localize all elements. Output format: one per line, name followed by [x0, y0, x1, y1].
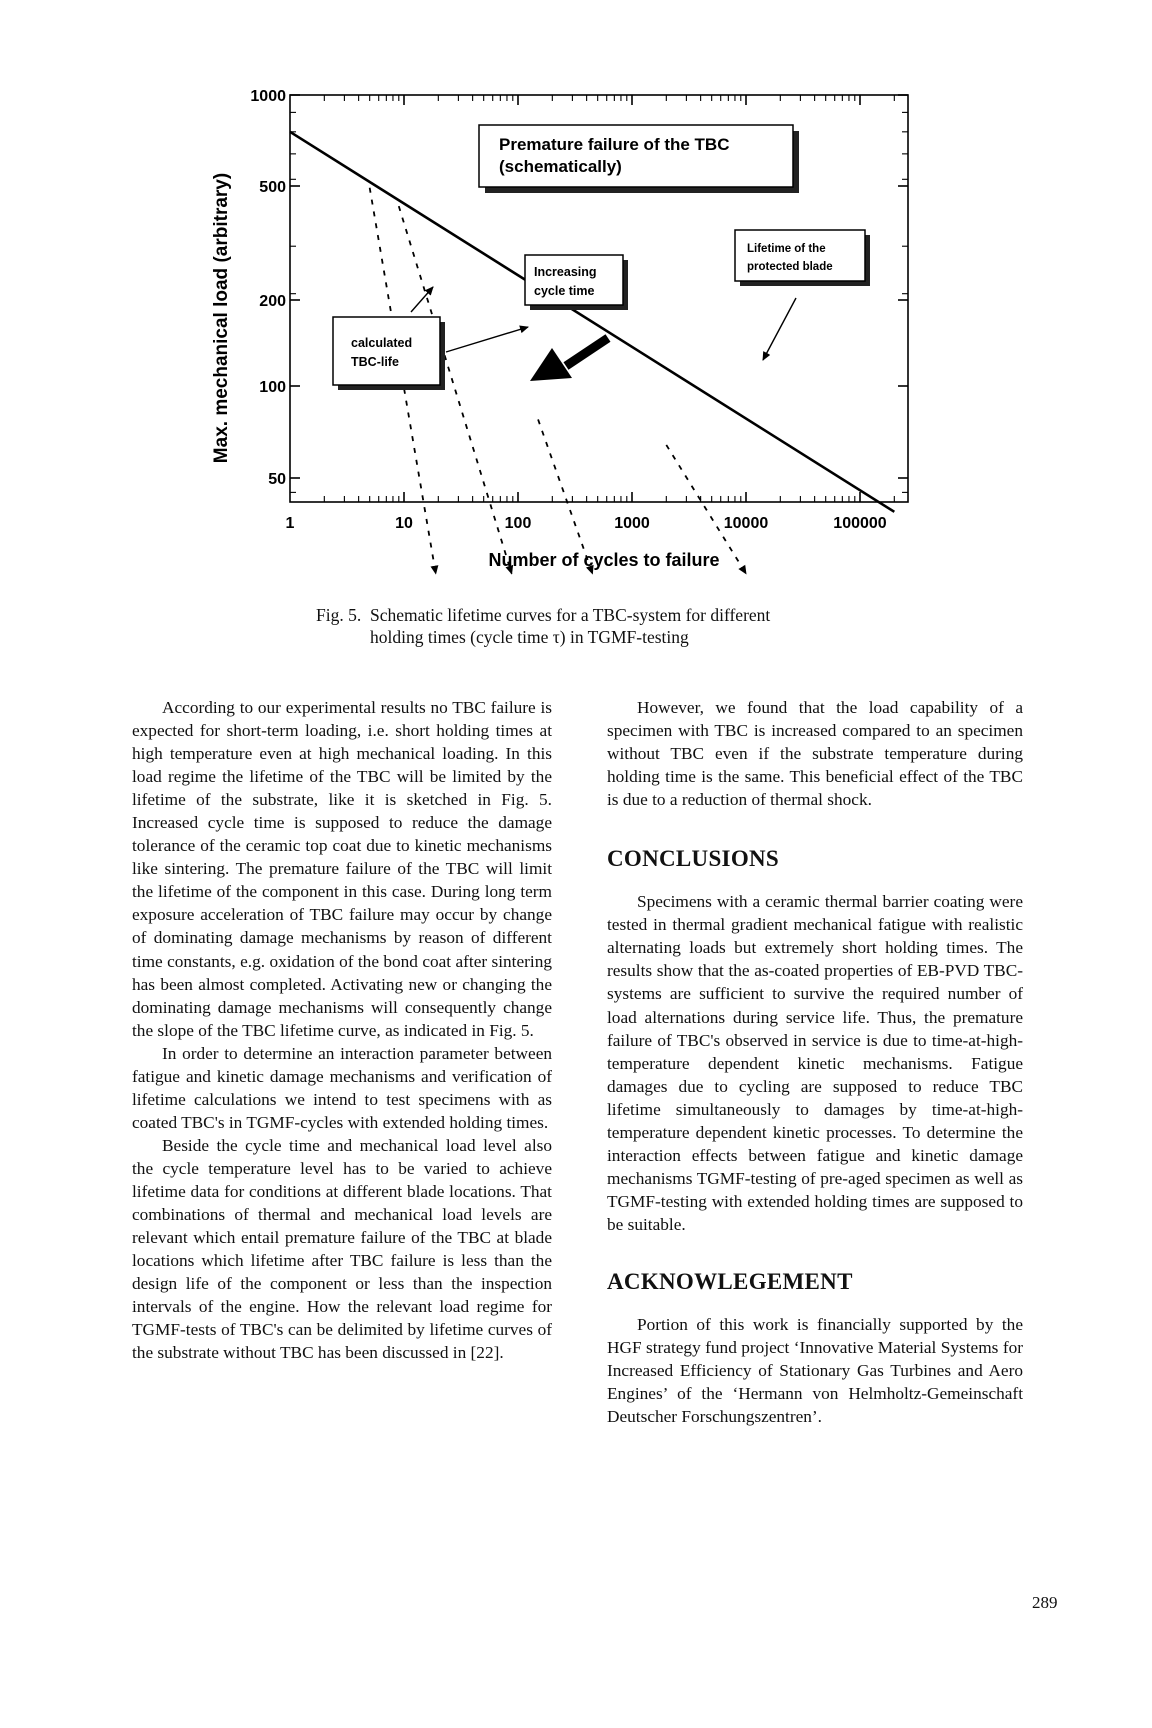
- svg-text:protected blade: protected blade: [747, 261, 833, 273]
- y-tick-label-200: 200: [259, 293, 286, 310]
- caption-line-2: holding times (cycle time τ) in TGMF-testing: [370, 627, 689, 647]
- conclusions-heading: CONCLUSIONS: [607, 846, 780, 872]
- svg-text:cycle time: cycle time: [534, 284, 595, 298]
- conclusions-paragraph: Specimens with a ceramic thermal barrier coating were tested in thermal gradient mechanical fatigue with realistic alternating loads but extremely short holding times. The results show that the as-coated properties of EB-PVD TBC-systems are sufficient to survive the required number of load alternations during service life. Thus, the premature failure of TBC's observed in service is due to time-at-high-temperature dependent kinetic mechanisms. Fatigue damages due to cycling are supposed to reduce TBC lifetime simultaneously to damages by time-at-high-temperature dependent kinetic processes. To determine the interaction effects between fatigue and kinetic damage mechanisms TGMF-testing of pre-aged specimen as well as TGMF-testing with extended holding times are supposed to be suitable.: [607, 892, 1023, 1234]
- y-tick-label-100: 100: [259, 379, 286, 396]
- annotation-lifetime-protected-blade: [735, 230, 870, 286]
- big-arrow-increasing: [530, 338, 608, 381]
- annotation-increasing-cycle-time: [525, 255, 628, 310]
- y-tick-label-1000: 1000: [250, 88, 286, 105]
- acknowledgement-heading: ACKNOWLEGEMENT: [607, 1268, 853, 1294]
- y-axis-label: Max. mechanical load (arbitrary): [211, 172, 232, 464]
- x-tick-label-10000: 10000: [723, 515, 769, 532]
- x-axis-label: Number of cycles to failure: [488, 550, 720, 570]
- caption-line-1: Schematic lifetime curves for a TBC-system for different: [370, 605, 771, 625]
- left-paragraph-1: According to our experimental results no TBC failure is expected for short-term loading, i.e. short holding times at high temperature even at high mechanical loading. In this load regime the lifetime of the TBC will be limited by the lifetime of the substrate, like it is sketched in Fig. 5. Increased cycle time is supposed to reduce the damage tolerance of the ceramic top coat due to kinetic mechanisms like sintering. The premature failure of the TBC will limit the lifetime of the component in this case. During long term exposure acceleration of TBC failure may occur by change of dominating damage mechanisms by reason of different time constants, e.g. oxidation of the bond coat after sintering has been almost completed. Activating new or changing the dominating damage mechanisms will consequently change the slope of the TBC lifetime curve, as indicated in Fig. 5.: [132, 698, 552, 1040]
- acknowledgement-paragraph: Portion of this work is financially supported by the HGF strategy fund project ‘Innovative Material Systems for Increased Efficiency of Stationary Gas Turbines and Aero Engines’ of the ‘Hermann von Helmholtz-Gemeinschaft Deutscher Forschungszentren’.: [607, 1315, 1023, 1427]
- x-tick-label-1: 1: [285, 515, 295, 532]
- pointer-calculated-2: [446, 327, 528, 352]
- left-paragraph-3: Beside the cycle time and mechanical load level also the cycle temperature level has to be varied to achieve lifetime data for conditions at different blade locations. That combinations of thermal and mechanical load levels are relevant which entail premature failure of the TBC at blade locations which lifetime after TBC failure is less than the design life of the component or less than the inspection intervals of the engine. How the relevant load regime for TGMF-tests of TBC's can be delimited by lifetime curves of the substrate without TBC has been discussed in [22].: [132, 1135, 552, 1363]
- x-tick-label-100000: 100000: [833, 515, 887, 532]
- y-tick-label-50: 50: [268, 471, 286, 488]
- figure-caption: [316, 604, 936, 648]
- right-column: [607, 696, 1023, 1428]
- x-tick-label-1000: 1000: [614, 515, 650, 532]
- page-number: 289: [1032, 1593, 1058, 1612]
- left-column: [132, 696, 552, 1364]
- pointer-lifetime: [763, 298, 796, 360]
- x-tick-label-100: 100: [504, 515, 532, 532]
- caption-label: Fig. 5.: [316, 605, 362, 625]
- svg-text:Premature failure of the TBC: Premature failure of the TBC: [499, 135, 730, 154]
- svg-text:Increasing: Increasing: [534, 265, 597, 279]
- annotation-premature-failure: [479, 125, 799, 193]
- annotation-calculated-tbc-life: [333, 317, 445, 390]
- right-paragraph-1: However, we found that the load capability of a specimen with TBC is increased compared to an specimen without TBC even if the substrate temperature during holding time is the same. This beneficial effect of the TBC is due to a reduction of thermal shock.: [607, 698, 1023, 810]
- svg-text:TBC-life: TBC-life: [351, 355, 399, 369]
- svg-text:calculated: calculated: [351, 336, 413, 350]
- y-tick-label-500: 500: [259, 179, 286, 196]
- left-paragraph-2: In order to determine an interaction parameter between fatigue and kinetic damage mechanisms and verification of lifetime calculations we intend to test specimens with as coated TBC's in TGMF-cycles with extended holding times.: [132, 1043, 552, 1132]
- svg-text:Lifetime of the: Lifetime of the: [747, 243, 826, 255]
- pointer-calculated-1: [411, 287, 433, 312]
- x-tick-label-10: 10: [395, 515, 413, 532]
- figure-5-chart: [0, 0, 1152, 580]
- svg-text:(schematically): (schematically): [499, 157, 622, 176]
